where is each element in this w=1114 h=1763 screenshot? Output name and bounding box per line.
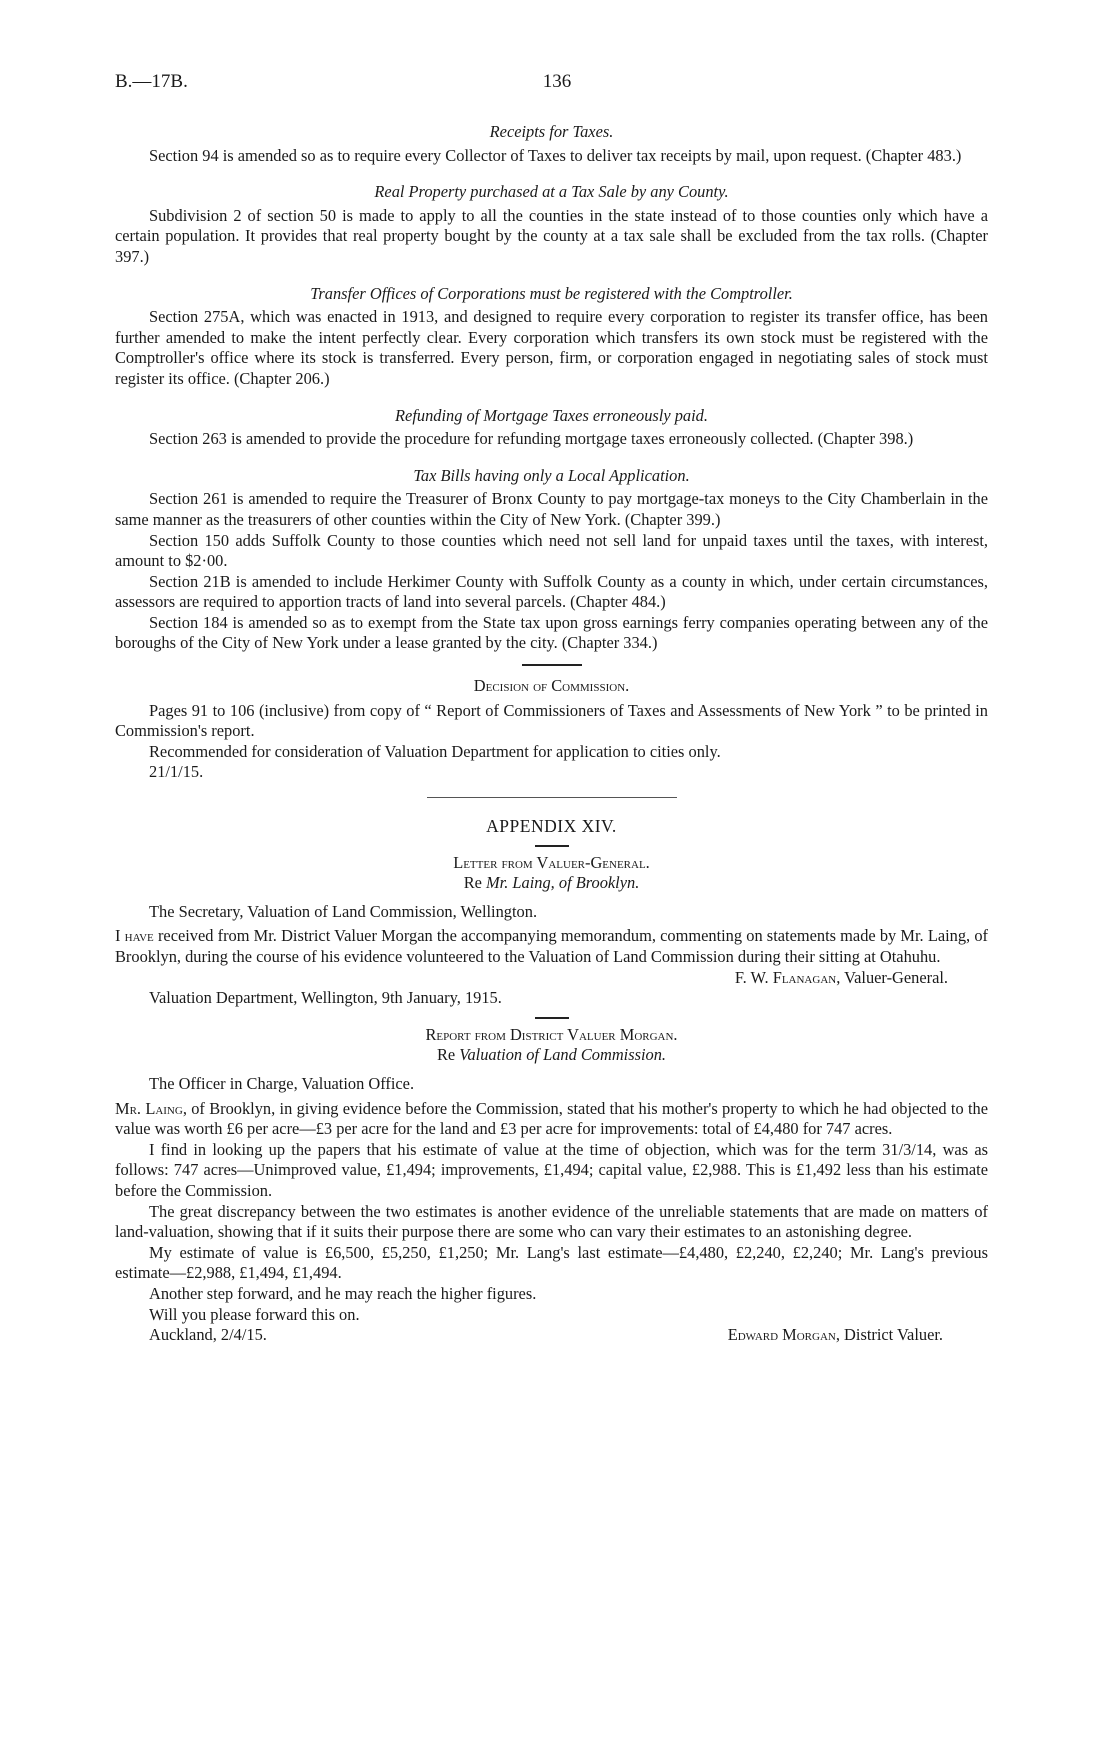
re-prefix: Re (463, 873, 482, 893)
letter-addressee: The Secretary, Valuation of Land Commission, Wellington. (149, 901, 538, 921)
report-paragraph (115, 1099, 988, 1140)
divider-rule (427, 797, 677, 798)
decision-date: 21/1/15. (149, 762, 204, 782)
report-place-date: Auckland, 2/4/15. (149, 1325, 267, 1345)
report-signature-name: Edward Morgan (727, 1325, 836, 1345)
section-paragraph: Section 21B is amended to include Herkimer County with Suffolk County as a county in which, under certain circumstances, assessors are required to apportion tracts of land into several parcels. (Chapter 484.) (115, 571, 988, 612)
report-heading: Report from District Valuer Morgan. (425, 1024, 678, 1044)
decision-paragraph: Recommended for consideration of Valuation Department for application to cities only. (149, 741, 721, 761)
section-paragraph: Section 263 is amended to provide the procedure for refunding mortgage taxes erroneously collected. (Chapter 398.) (149, 429, 914, 449)
section-paragraph: Section 275A, which was enacted in 1913, and designed to require every corporation to register its transfer office, has been further amended to make the intent perfectly clear. Every corporation which transfers its own stock must be registered with the Comptroller's office where its stock is transferred. Every person, firm, or corporation engaged in negotiating sales of stock must register its office. (Chapter 206.) (115, 307, 988, 388)
letter-heading: Letter from Valuer-General. (453, 852, 650, 872)
section-paragraph: Subdivision 2 of section 50 is made to apply to all the counties in the state instead of to those counties only which have a certain population. It provides that real property bought by the county at a tax sale shall be excluded from the tax rolls. (Chapter 397.) (115, 205, 988, 266)
report-paragraph: The great discrepancy between the two estimates is another evidence of the unreliable statements that are made on matters of land-valuation, showing that if it suits their purpose there are some who can vary their estimates to an astonishing degree. (115, 1201, 988, 1242)
report-signature (728, 1325, 943, 1346)
letter-dateline: Valuation Department, Wellington, 9th January, 1915. (149, 988, 502, 1008)
main-column (115, 122, 988, 1346)
report-paragraph: My estimate of value is £6,500, £5,250, £1,250; Mr. Lang's last estimate—£4,480, £2,240, £2,240; Mr. Lang's previous estimate—£2,988, £1,494, £1,494. (115, 1242, 988, 1283)
page-number: 136 (542, 71, 572, 92)
section-paragraph: Section 150 adds Suffolk County to those counties which need not sell land for unpaid taxes until the taxes, with interest, amount to $2·00. (115, 530, 988, 571)
section-paragraph: Section 94 is amended so as to require every Collector of Taxes to deliver tax receipts by mail, upon request. (Chapter 483.) (149, 145, 962, 165)
divider-rule (522, 664, 582, 666)
section-paragraph: Section 261 is amended to require the Treasurer of Bronx County to pay mortgage-tax moneys to the City Chamberlain in the same manner as the treasurers of other counties within the City of New York. (Chapter 399.) (115, 489, 988, 529)
section-heading: Refunding of Mortgage Taxes erroneously paid. (395, 405, 708, 425)
section-heading: Transfer Offices of Corporations must be registered with the Comptroller. (310, 283, 793, 303)
letter-signature (115, 968, 988, 989)
divider-rule (535, 845, 569, 847)
letter-body (115, 926, 988, 967)
report-paragraph: Will you please forward this on. (149, 1304, 360, 1324)
section-heading: Real Property purchased at a Tax Sale by any County. (374, 182, 729, 202)
decision-paragraph: Pages 91 to 106 (inclusive) from copy of “ Report of Commissioners of Taxes and Assessments of New York ” to be printed in Commission's report. (115, 700, 988, 741)
report-signature-row (115, 1325, 988, 1346)
letter-re-subject: Mr. Laing, of Brooklyn. (486, 873, 640, 893)
divider-rule (535, 1017, 569, 1019)
report-body-text: , of Brooklyn, in giving evidence before the Commission, stated that his mother's property to which he had objected to the value was worth £6 per acre—£3 per acre for the land and £3 per acre for improvements: total of £4,480 for 747 acres. (115, 1098, 988, 1139)
section-heading: Receipts for Taxes. (489, 122, 614, 141)
report-signature-title: , District Valuer. (835, 1325, 943, 1345)
letter-signature-name: F. W. Flanagan (734, 967, 837, 987)
report-addressee: The Officer in Charge, Valuation Office. (149, 1073, 415, 1093)
report-code: B.—17B. (115, 71, 188, 92)
letter-signature-title: , Valuer-General. (836, 967, 948, 987)
report-re-line (115, 1045, 988, 1066)
letter-re-line (115, 873, 988, 894)
decision-heading: Decision of Commission. (473, 676, 630, 696)
re-prefix: Re (436, 1045, 456, 1065)
section-heading: Tax Bills having only a Local Application. (413, 465, 690, 485)
report-paragraph: I find in looking up the papers that his estimate of value at the time of objection, which was for the term 31/3/14, was as follows: 747 acres—Unimproved value, £1,494; improvements, £1,494; capital value, £2,988. This is £1,492 less than his estimate before the Commission. (115, 1139, 988, 1200)
section-paragraph: Section 184 is amended so as to exempt from the State tax upon gross earnings ferry companies operating between any of the boroughs of the City of New York under a lease granted by the city. (Chapter 334.) (115, 612, 988, 653)
appendix-title: APPENDIX XIV. (486, 816, 617, 837)
letter-body-text: received from Mr. District Valuer Morgan the accompanying memorandum, commenting on statements made by Mr. Laing, of Brooklyn, during the course of his evidence volunteered to the Valuation of Land Commission during their sitting at Otahuhu. (115, 926, 988, 966)
letter-opening: I have (115, 926, 154, 946)
report-opening: Mr. Laing (115, 1098, 183, 1118)
report-paragraph: Another step forward, and he may reach the higher figures. (149, 1283, 537, 1303)
report-re-subject: Valuation of Land Commission. (459, 1045, 667, 1065)
